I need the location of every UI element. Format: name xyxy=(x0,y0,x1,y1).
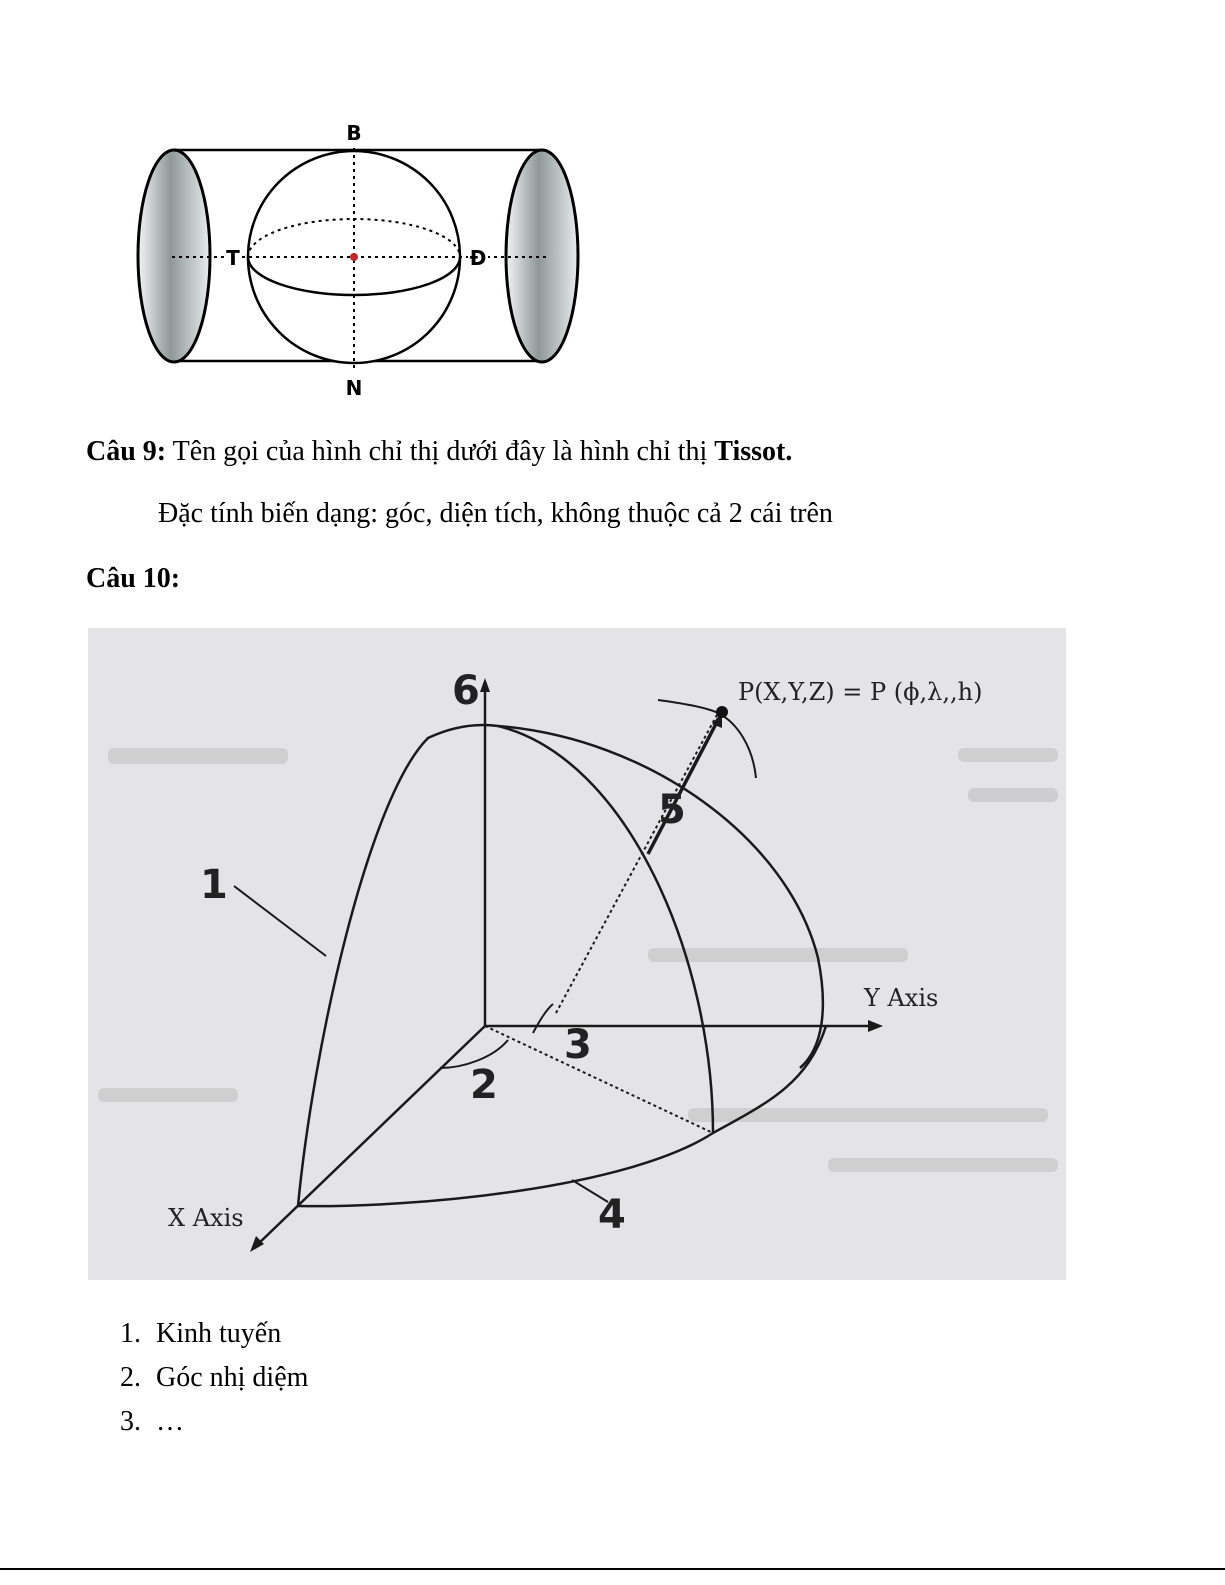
question-9 xyxy=(86,436,792,468)
sphere-cylinder-figure xyxy=(128,118,588,403)
label-D: Đ xyxy=(469,246,487,270)
label-5: 5 xyxy=(658,787,686,833)
question-10-label: Câu 10: xyxy=(86,563,181,594)
list-item: 1. Kinh tuyến xyxy=(120,1318,282,1349)
question-9-label: Câu 9: xyxy=(86,436,167,467)
label-N: N xyxy=(345,376,363,400)
point-label: P(X,Y,Z) = P (ϕ,λ,,h) xyxy=(738,678,983,706)
label-6: 6 xyxy=(452,668,480,714)
label-B: B xyxy=(346,121,362,145)
geodetic-coordinates-figure xyxy=(88,628,1066,1280)
label-1: 1 xyxy=(200,862,228,908)
page-divider xyxy=(0,1568,1225,1570)
y-axis-label: Y Axis xyxy=(864,984,939,1012)
x-axis-label: X Axis xyxy=(168,1204,244,1232)
label-3: 3 xyxy=(564,1022,592,1068)
point-p xyxy=(716,706,728,718)
question-9-answer: Tissot. xyxy=(714,436,793,467)
question-9-property: Đặc tính biến dạng: góc, diện tích, không thuộc cả 2 cái trên xyxy=(158,498,833,529)
label-2: 2 xyxy=(470,1062,498,1108)
list-item: 2. Góc nhị diệm xyxy=(120,1362,309,1393)
answer-list xyxy=(120,1312,308,1444)
question-9-text: Tên gọi của hình chỉ thị dưới đây là hình chỉ thị xyxy=(172,436,708,467)
label-T: T xyxy=(226,246,240,270)
list-item: 3. … xyxy=(120,1406,184,1437)
center-point xyxy=(350,253,358,261)
label-4: 4 xyxy=(598,1192,626,1238)
